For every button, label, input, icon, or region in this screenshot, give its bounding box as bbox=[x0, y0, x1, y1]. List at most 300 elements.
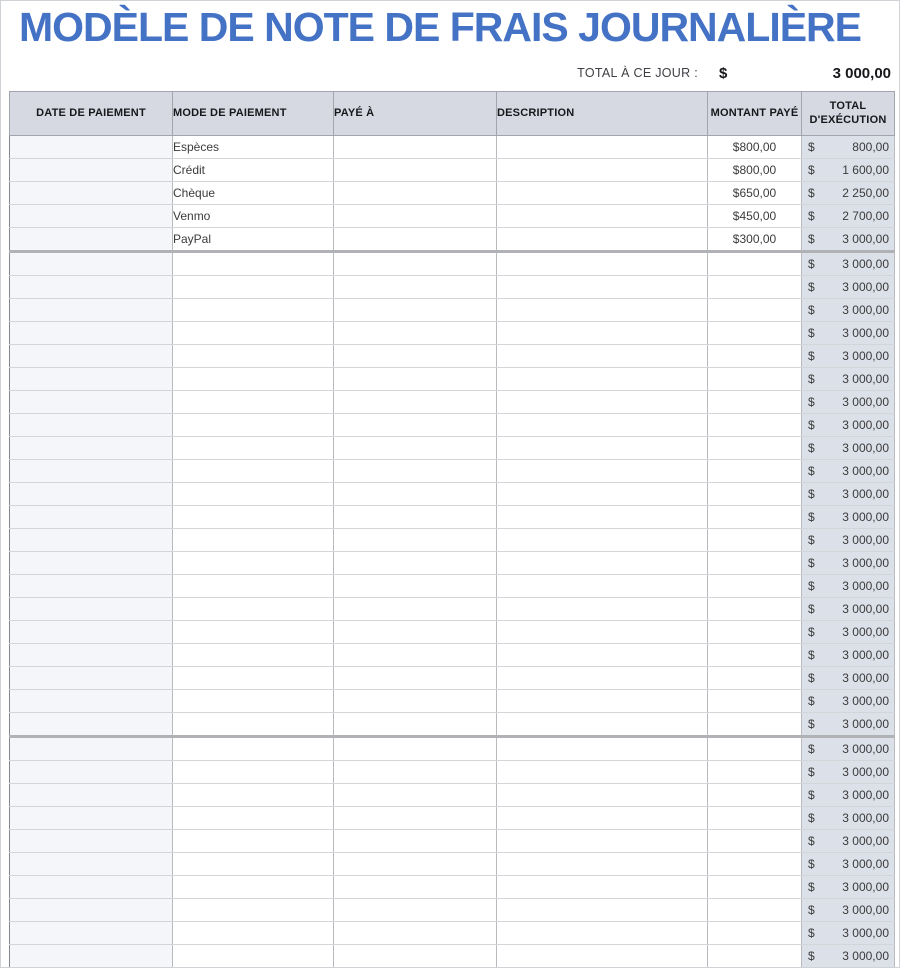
paye-a-cell[interactable] bbox=[334, 575, 497, 598]
description-cell[interactable] bbox=[497, 899, 708, 922]
currency-symbol: $ bbox=[808, 510, 815, 524]
montant-paye-cell[interactable] bbox=[708, 644, 802, 667]
currency-symbol: $ bbox=[808, 602, 815, 616]
mode-de-paiement-cell[interactable] bbox=[173, 345, 334, 368]
mode-de-paiement-cell[interactable] bbox=[173, 853, 334, 876]
running-total bbox=[802, 575, 894, 597]
date-cell[interactable] bbox=[10, 945, 173, 968]
montant-paye-cell[interactable]: $800,00 bbox=[708, 136, 802, 159]
description-cell[interactable] bbox=[497, 205, 708, 228]
currency-symbol: $ bbox=[808, 533, 815, 547]
date-cell[interactable] bbox=[10, 276, 173, 299]
currency-symbol: $ bbox=[808, 349, 815, 363]
montant-paye-cell[interactable]: $650,00 bbox=[708, 182, 802, 205]
description-cell[interactable] bbox=[497, 598, 708, 621]
date-cell[interactable] bbox=[10, 437, 173, 460]
table-row bbox=[10, 182, 895, 205]
date-cell[interactable] bbox=[10, 807, 173, 830]
running-total-value: 3 000,00 bbox=[842, 717, 889, 731]
total-execution-cell bbox=[802, 529, 895, 552]
paye-a-cell[interactable] bbox=[334, 437, 497, 460]
table-row bbox=[10, 737, 895, 761]
montant-paye-cell[interactable] bbox=[708, 483, 802, 506]
mode-de-paiement-cell[interactable] bbox=[173, 667, 334, 690]
running-total-value: 3 000,00 bbox=[842, 671, 889, 685]
currency-symbol: $ bbox=[808, 857, 815, 871]
date-cell[interactable] bbox=[10, 644, 173, 667]
running-total-value: 3 000,00 bbox=[842, 648, 889, 662]
mode-de-paiement-cell[interactable] bbox=[173, 460, 334, 483]
montant-paye-cell[interactable] bbox=[708, 945, 802, 968]
table-row bbox=[10, 136, 895, 159]
paye-a-cell[interactable] bbox=[334, 391, 497, 414]
montant-paye-cell[interactable] bbox=[708, 276, 802, 299]
paye-a-cell[interactable] bbox=[334, 598, 497, 621]
total-execution-cell bbox=[802, 182, 895, 205]
paye-a-cell[interactable] bbox=[334, 945, 497, 968]
montant-paye-cell[interactable] bbox=[708, 807, 802, 830]
mode-de-paiement-cell[interactable] bbox=[173, 414, 334, 437]
paye-a-cell[interactable] bbox=[334, 322, 497, 345]
running-total bbox=[802, 253, 894, 275]
paye-a-cell[interactable] bbox=[334, 807, 497, 830]
date-cell[interactable] bbox=[10, 322, 173, 345]
running-total bbox=[802, 598, 894, 620]
mode-de-paiement-cell[interactable]: Espèces bbox=[173, 136, 334, 159]
montant-paye-cell[interactable] bbox=[708, 667, 802, 690]
currency-symbol: $ bbox=[808, 717, 815, 731]
total-execution-cell bbox=[802, 414, 895, 437]
paye-a-cell[interactable] bbox=[334, 761, 497, 784]
date-cell[interactable] bbox=[10, 830, 173, 853]
table-row bbox=[10, 276, 895, 299]
table-row bbox=[10, 899, 895, 922]
currency-symbol: $ bbox=[808, 372, 815, 386]
date-cell[interactable] bbox=[10, 345, 173, 368]
currency-symbol: $ bbox=[808, 257, 815, 271]
currency-symbol: $ bbox=[808, 811, 815, 825]
paye-a-cell[interactable] bbox=[334, 205, 497, 228]
mode-de-paiement-cell[interactable] bbox=[173, 737, 334, 761]
total-execution-cell bbox=[802, 136, 895, 159]
total-execution-cell bbox=[802, 899, 895, 922]
paye-a-cell[interactable] bbox=[334, 644, 497, 667]
running-total bbox=[802, 437, 894, 459]
running-total-value: 3 000,00 bbox=[842, 326, 889, 340]
mode-de-paiement-cell[interactable] bbox=[173, 252, 334, 276]
table-row bbox=[10, 345, 895, 368]
mode-de-paiement-cell[interactable] bbox=[173, 552, 334, 575]
date-cell[interactable] bbox=[10, 299, 173, 322]
mode-de-paiement-cell[interactable] bbox=[173, 644, 334, 667]
running-total bbox=[802, 182, 894, 204]
mode-de-paiement-cell[interactable]: Crédit bbox=[173, 159, 334, 182]
montant-paye-cell[interactable] bbox=[708, 552, 802, 575]
montant-paye-cell[interactable] bbox=[708, 414, 802, 437]
date-cell[interactable] bbox=[10, 552, 173, 575]
description-cell[interactable] bbox=[497, 182, 708, 205]
montant-paye-cell[interactable]: $300,00 bbox=[708, 228, 802, 252]
montant-paye-cell[interactable] bbox=[708, 506, 802, 529]
montant-paye-cell[interactable] bbox=[708, 391, 802, 414]
running-total-value: 3 000,00 bbox=[842, 926, 889, 940]
description-cell[interactable] bbox=[497, 945, 708, 968]
description-cell[interactable] bbox=[497, 345, 708, 368]
montant-paye-cell[interactable] bbox=[708, 252, 802, 276]
running-total-value: 3 000,00 bbox=[842, 395, 889, 409]
mode-de-paiement-cell[interactable] bbox=[173, 368, 334, 391]
table-row bbox=[10, 945, 895, 968]
montant-paye-cell[interactable] bbox=[708, 368, 802, 391]
date-cell[interactable] bbox=[10, 876, 173, 899]
mode-de-paiement-cell[interactable] bbox=[173, 807, 334, 830]
currency-symbol: $ bbox=[808, 671, 815, 685]
montant-paye-cell[interactable] bbox=[708, 922, 802, 945]
currency-symbol: $ bbox=[808, 903, 815, 917]
total-execution-cell bbox=[802, 737, 895, 761]
description-cell[interactable] bbox=[497, 621, 708, 644]
montant-paye-cell[interactable]: $450,00 bbox=[708, 205, 802, 228]
total-to-date-currency: $ bbox=[719, 64, 728, 82]
currency-symbol: $ bbox=[808, 742, 815, 756]
date-cell[interactable] bbox=[10, 761, 173, 784]
running-total bbox=[802, 945, 894, 967]
paye-a-cell[interactable] bbox=[334, 228, 497, 252]
mode-de-paiement-cell[interactable] bbox=[173, 598, 334, 621]
paye-a-cell[interactable] bbox=[334, 784, 497, 807]
mode-de-paiement-cell[interactable] bbox=[173, 922, 334, 945]
montant-paye-cell[interactable] bbox=[708, 575, 802, 598]
paye-a-cell[interactable] bbox=[334, 252, 497, 276]
description-cell[interactable] bbox=[497, 690, 708, 713]
running-total bbox=[802, 621, 894, 643]
description-cell[interactable] bbox=[497, 437, 708, 460]
montant-paye-cell[interactable] bbox=[708, 621, 802, 644]
total-execution-cell bbox=[802, 876, 895, 899]
running-total-value: 3 000,00 bbox=[842, 464, 889, 478]
table-row bbox=[10, 299, 895, 322]
running-total-value: 3 000,00 bbox=[842, 487, 889, 501]
running-total bbox=[802, 345, 894, 367]
paye-a-cell[interactable] bbox=[334, 483, 497, 506]
table-row bbox=[10, 575, 895, 598]
paye-a-cell[interactable] bbox=[334, 853, 497, 876]
description-cell[interactable] bbox=[497, 299, 708, 322]
description-cell[interactable] bbox=[497, 737, 708, 761]
running-total-value: 3 000,00 bbox=[842, 303, 889, 317]
running-total bbox=[802, 667, 894, 689]
paye-a-cell[interactable] bbox=[334, 830, 497, 853]
date-cell[interactable] bbox=[10, 252, 173, 276]
montant-paye-cell[interactable] bbox=[708, 830, 802, 853]
description-cell[interactable] bbox=[497, 506, 708, 529]
currency-symbol: $ bbox=[808, 880, 815, 894]
mode-de-paiement-cell[interactable] bbox=[173, 621, 334, 644]
mode-de-paiement-cell[interactable]: Chèque bbox=[173, 182, 334, 205]
date-cell[interactable] bbox=[10, 159, 173, 182]
date-cell[interactable] bbox=[10, 391, 173, 414]
paye-a-cell[interactable] bbox=[334, 690, 497, 713]
description-cell[interactable] bbox=[497, 529, 708, 552]
date-cell[interactable] bbox=[10, 414, 173, 437]
total-execution-cell bbox=[802, 506, 895, 529]
paye-a-cell[interactable] bbox=[334, 529, 497, 552]
currency-symbol: $ bbox=[808, 487, 815, 501]
total-to-date-amount: 3 000,00 bbox=[832, 64, 891, 82]
table-row bbox=[10, 205, 895, 228]
montant-paye-cell[interactable] bbox=[708, 713, 802, 737]
total-execution-cell bbox=[802, 228, 895, 252]
date-cell[interactable] bbox=[10, 598, 173, 621]
paye-a-cell[interactable] bbox=[334, 922, 497, 945]
paye-a-cell[interactable] bbox=[334, 621, 497, 644]
montant-paye-cell[interactable] bbox=[708, 737, 802, 761]
total-execution-cell bbox=[802, 437, 895, 460]
date-cell[interactable] bbox=[10, 228, 173, 252]
mode-de-paiement-cell[interactable] bbox=[173, 506, 334, 529]
currency-symbol: $ bbox=[808, 556, 815, 570]
table-row bbox=[10, 159, 895, 182]
date-cell[interactable] bbox=[10, 575, 173, 598]
table-row bbox=[10, 690, 895, 713]
mode-de-paiement-cell[interactable] bbox=[173, 483, 334, 506]
paye-a-cell[interactable] bbox=[334, 276, 497, 299]
date-cell[interactable] bbox=[10, 853, 173, 876]
total-to-date-row bbox=[9, 63, 894, 83]
total-execution-cell bbox=[802, 713, 895, 737]
montant-paye-cell[interactable] bbox=[708, 690, 802, 713]
running-total-value: 3 000,00 bbox=[842, 232, 889, 246]
running-total-value: 3 000,00 bbox=[842, 765, 889, 779]
total-execution-cell bbox=[802, 345, 895, 368]
description-cell[interactable] bbox=[497, 876, 708, 899]
montant-paye-cell[interactable] bbox=[708, 899, 802, 922]
paye-a-cell[interactable] bbox=[334, 899, 497, 922]
running-total bbox=[802, 876, 894, 898]
paye-a-cell[interactable] bbox=[334, 368, 497, 391]
montant-paye-cell[interactable] bbox=[708, 853, 802, 876]
description-cell[interactable] bbox=[497, 252, 708, 276]
total-execution-cell bbox=[802, 276, 895, 299]
date-cell[interactable] bbox=[10, 483, 173, 506]
date-cell[interactable] bbox=[10, 784, 173, 807]
montant-paye-cell[interactable] bbox=[708, 322, 802, 345]
running-total-value: 3 000,00 bbox=[842, 788, 889, 802]
montant-paye-cell[interactable] bbox=[708, 345, 802, 368]
paye-a-cell[interactable] bbox=[334, 552, 497, 575]
description-cell[interactable] bbox=[497, 853, 708, 876]
total-execution-cell bbox=[802, 667, 895, 690]
total-execution-cell bbox=[802, 945, 895, 968]
description-cell[interactable] bbox=[497, 830, 708, 853]
date-cell[interactable] bbox=[10, 899, 173, 922]
table-row bbox=[10, 807, 895, 830]
table-row bbox=[10, 713, 895, 737]
running-total-value: 800,00 bbox=[852, 140, 889, 154]
description-cell[interactable] bbox=[497, 159, 708, 182]
total-to-date-label: TOTAL À CE JOUR : bbox=[577, 66, 698, 80]
description-cell[interactable] bbox=[497, 761, 708, 784]
paye-a-cell[interactable] bbox=[334, 414, 497, 437]
running-total-value: 3 000,00 bbox=[842, 811, 889, 825]
total-execution-cell bbox=[802, 483, 895, 506]
running-total-value: 3 000,00 bbox=[842, 280, 889, 294]
montant-paye-cell[interactable] bbox=[708, 437, 802, 460]
description-cell[interactable] bbox=[497, 483, 708, 506]
currency-symbol: $ bbox=[808, 765, 815, 779]
montant-paye-cell[interactable] bbox=[708, 876, 802, 899]
mode-de-paiement-cell[interactable] bbox=[173, 761, 334, 784]
total-execution-cell bbox=[802, 299, 895, 322]
mode-de-paiement-cell[interactable] bbox=[173, 529, 334, 552]
table-row bbox=[10, 322, 895, 345]
date-cell[interactable] bbox=[10, 713, 173, 737]
mode-de-paiement-cell[interactable] bbox=[173, 876, 334, 899]
montant-paye-cell[interactable] bbox=[708, 761, 802, 784]
description-cell[interactable] bbox=[497, 228, 708, 252]
montant-paye-cell[interactable] bbox=[708, 529, 802, 552]
running-total-value: 3 000,00 bbox=[842, 949, 889, 963]
running-total bbox=[802, 853, 894, 875]
montant-paye-cell[interactable] bbox=[708, 299, 802, 322]
total-execution-cell bbox=[802, 830, 895, 853]
table-row bbox=[10, 876, 895, 899]
date-cell[interactable] bbox=[10, 922, 173, 945]
running-total bbox=[802, 391, 894, 413]
currency-symbol: $ bbox=[808, 395, 815, 409]
paye-a-cell[interactable] bbox=[334, 667, 497, 690]
paye-a-cell[interactable] bbox=[334, 506, 497, 529]
total-execution-cell bbox=[802, 460, 895, 483]
date-cell[interactable] bbox=[10, 667, 173, 690]
description-cell[interactable] bbox=[497, 414, 708, 437]
description-cell[interactable] bbox=[497, 368, 708, 391]
table-row bbox=[10, 437, 895, 460]
mode-de-paiement-cell[interactable]: PayPal bbox=[173, 228, 334, 252]
paye-a-cell[interactable] bbox=[334, 182, 497, 205]
mode-de-paiement-cell[interactable] bbox=[173, 784, 334, 807]
mode-de-paiement-cell[interactable] bbox=[173, 299, 334, 322]
total-execution-cell bbox=[802, 252, 895, 276]
currency-symbol: $ bbox=[808, 186, 815, 200]
total-execution-cell bbox=[802, 761, 895, 784]
running-total bbox=[802, 807, 894, 829]
description-cell[interactable] bbox=[497, 644, 708, 667]
description-cell[interactable] bbox=[497, 322, 708, 345]
running-total-value: 3 000,00 bbox=[842, 834, 889, 848]
montant-paye-cell[interactable] bbox=[708, 784, 802, 807]
paye-a-cell[interactable] bbox=[334, 136, 497, 159]
paye-a-cell[interactable] bbox=[334, 876, 497, 899]
date-cell[interactable] bbox=[10, 506, 173, 529]
date-cell[interactable] bbox=[10, 529, 173, 552]
total-execution-cell bbox=[802, 598, 895, 621]
paye-a-cell[interactable] bbox=[334, 299, 497, 322]
running-total bbox=[802, 299, 894, 321]
running-total bbox=[802, 205, 894, 227]
paye-a-cell[interactable] bbox=[334, 737, 497, 761]
description-cell[interactable] bbox=[497, 552, 708, 575]
table-row bbox=[10, 621, 895, 644]
running-total bbox=[802, 713, 894, 735]
mode-de-paiement-cell[interactable] bbox=[173, 437, 334, 460]
description-cell[interactable] bbox=[497, 807, 708, 830]
mode-de-paiement-cell[interactable] bbox=[173, 830, 334, 853]
col-header-mode-de-paiement: MODE DE PAIEMENT bbox=[173, 92, 334, 136]
description-cell[interactable] bbox=[497, 460, 708, 483]
running-total-value: 3 000,00 bbox=[842, 257, 889, 271]
running-total-value: 3 000,00 bbox=[842, 533, 889, 547]
date-cell[interactable] bbox=[10, 205, 173, 228]
table-row bbox=[10, 529, 895, 552]
montant-paye-cell[interactable] bbox=[708, 460, 802, 483]
mode-de-paiement-cell[interactable] bbox=[173, 713, 334, 737]
description-cell[interactable] bbox=[497, 784, 708, 807]
date-cell[interactable] bbox=[10, 737, 173, 761]
description-cell[interactable] bbox=[497, 667, 708, 690]
table-row bbox=[10, 667, 895, 690]
currency-symbol: $ bbox=[808, 834, 815, 848]
running-total-value: 3 000,00 bbox=[842, 602, 889, 616]
description-cell[interactable] bbox=[497, 713, 708, 737]
running-total bbox=[802, 228, 894, 250]
col-header-montant-paye: MONTANT PAYÉ bbox=[708, 92, 802, 136]
paye-a-cell[interactable] bbox=[334, 460, 497, 483]
table-row bbox=[10, 644, 895, 667]
running-total bbox=[802, 276, 894, 298]
mode-de-paiement-cell[interactable]: Venmo bbox=[173, 205, 334, 228]
running-total bbox=[802, 483, 894, 505]
col-header-date-de-paiement: DATE DE PAIEMENT bbox=[10, 92, 173, 136]
total-execution-cell bbox=[802, 784, 895, 807]
date-cell[interactable] bbox=[10, 460, 173, 483]
table-row bbox=[10, 483, 895, 506]
mode-de-paiement-cell[interactable] bbox=[173, 945, 334, 968]
date-cell[interactable] bbox=[10, 182, 173, 205]
montant-paye-cell[interactable]: $800,00 bbox=[708, 159, 802, 182]
col-header-description: DESCRIPTION bbox=[497, 92, 708, 136]
date-cell[interactable] bbox=[10, 136, 173, 159]
paye-a-cell[interactable] bbox=[334, 159, 497, 182]
currency-symbol: $ bbox=[808, 625, 815, 639]
description-cell[interactable] bbox=[497, 575, 708, 598]
mode-de-paiement-cell[interactable] bbox=[173, 899, 334, 922]
montant-paye-cell[interactable] bbox=[708, 598, 802, 621]
paye-a-cell[interactable] bbox=[334, 345, 497, 368]
description-cell[interactable] bbox=[497, 391, 708, 414]
paye-a-cell[interactable] bbox=[334, 713, 497, 737]
date-cell[interactable] bbox=[10, 368, 173, 391]
running-total-value: 3 000,00 bbox=[842, 372, 889, 386]
mode-de-paiement-cell[interactable] bbox=[173, 391, 334, 414]
description-cell[interactable] bbox=[497, 276, 708, 299]
mode-de-paiement-cell[interactable] bbox=[173, 276, 334, 299]
description-cell[interactable] bbox=[497, 136, 708, 159]
mode-de-paiement-cell[interactable] bbox=[173, 322, 334, 345]
running-total-value: 3 000,00 bbox=[842, 857, 889, 871]
total-execution-cell bbox=[802, 159, 895, 182]
description-cell[interactable] bbox=[497, 922, 708, 945]
running-total bbox=[802, 529, 894, 551]
date-cell[interactable] bbox=[10, 621, 173, 644]
mode-de-paiement-cell[interactable] bbox=[173, 690, 334, 713]
running-total bbox=[802, 922, 894, 944]
currency-symbol: $ bbox=[808, 326, 815, 340]
date-cell[interactable] bbox=[10, 690, 173, 713]
running-total-value: 3 000,00 bbox=[842, 880, 889, 894]
mode-de-paiement-cell[interactable] bbox=[173, 575, 334, 598]
table-row bbox=[10, 784, 895, 807]
